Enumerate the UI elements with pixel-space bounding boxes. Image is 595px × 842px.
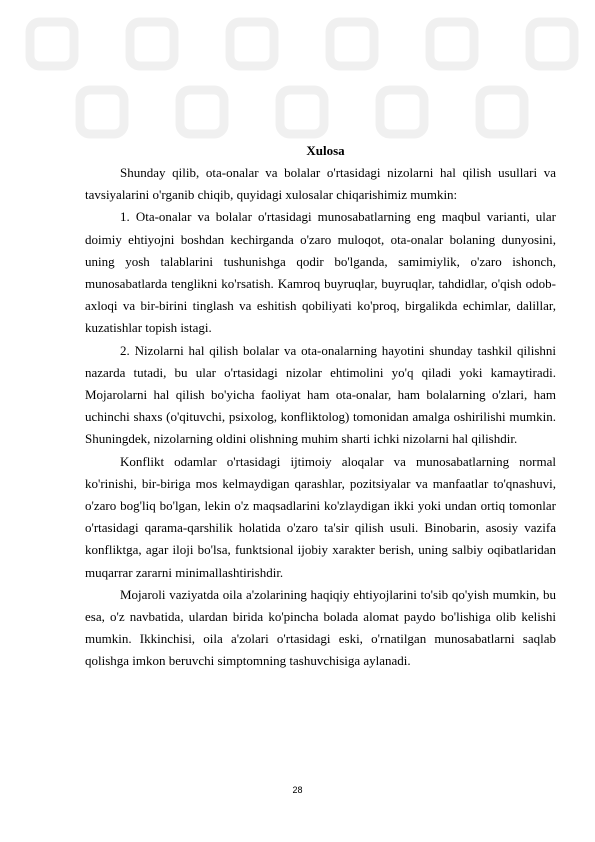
paragraph-point-1: 1. Ota-onalar va bolalar o'rtasidagi munosabatlarning eng maqbul varianti, ular doimiy ehtiyojni boshdan kechirganda o'zaro muloqot, ota-onalar bolaning dunyosini, uning yosh talablarini tushunishga qodir bo'lganda, samimiylik, o'zaro ishonch, munosabatlarda tenglikni ko'rsatish. Kamroq buyruqlar, buyruqlar, tahdidlar, o'qish odob-axloqi va bir-birini tinglash va eshitish qobiliyati ko'proq, birgalikda echimlar, dalillar, kuzatishlar topish istagi. (85, 209, 556, 336)
document-title: Xulosa (306, 143, 345, 158)
watermark-pattern (0, 0, 595, 160)
paragraph-conflict: Konflikt odamlar o'rtasidagi ijtimoiy aloqalar va munosabatlarning normal ko'rinishi, bir-biriga mos kelmaydigan qarashlar, pozitsiyalar va manfaatlar to'qnashuvi, o'zaro bog'liq bo'lgan, lekin o'z maqsadlarini ko'zlaydigan ikki yoki undan ortiq tomonlar o'rtasidagi qarama-qarshilik holatida o'zaro ta'sir qilish usuli. Binobarin, asosiy vazifa konfliktga, agar iloji bo'lsa, funktsional ijobiy xarakter berish, uning salbiy oqibatlaridan muqarrar zararni minimallashtirishdir. (85, 453, 556, 580)
document-page (85, 140, 556, 673)
paragraph-family-needs: Mojaroli vaziyatda oila a'zolarining haqiqiy ehtiyojlarini to'sib qo'yish mumkin, bu esa, o'z navbatida, ulardan birida ko'pincha bolada alomat paydo bo'lishiga olib kelishi mumkin. Ikkinchisi, oila a'zolari o'rtasidagi eski, o'rnatilgan munosabatlarni saqlab qolishga imkon beruvchi simptomning tashuvchisiga aylanadi. (85, 586, 556, 669)
page-number: 28 (292, 785, 303, 795)
paragraph-intro: Shunday qilib, ota-onalar va bolalar o'rtasidagi nizolarni hal qilish usullari va tavsiyalarini o'rganib chiqib, quyidagi xulosalar chiqarishimiz mumkin: (85, 165, 556, 203)
paragraph-point-2: 2. Nizolarni hal qilish bolalar va ota-onalarning hayotini shunday tashkil qilishni nazarda tutadi, bu ular o'rtasidagi nizolar ehtimolini yo'q qiladi yoki kamaytiradi. Mojarolarni hal qilish bo'yicha faoliyat ham ota-onalar, ham bolalarning o'zlari, ham uchinchi shaxs (o'qituvchi, psixolog, konfliktolog) tomonidan amalga oshirilishi mumkin. Shuningdek, nizolarning oldini olishning muhim sharti ichki nizolarni hal qilishdir. (85, 342, 556, 447)
